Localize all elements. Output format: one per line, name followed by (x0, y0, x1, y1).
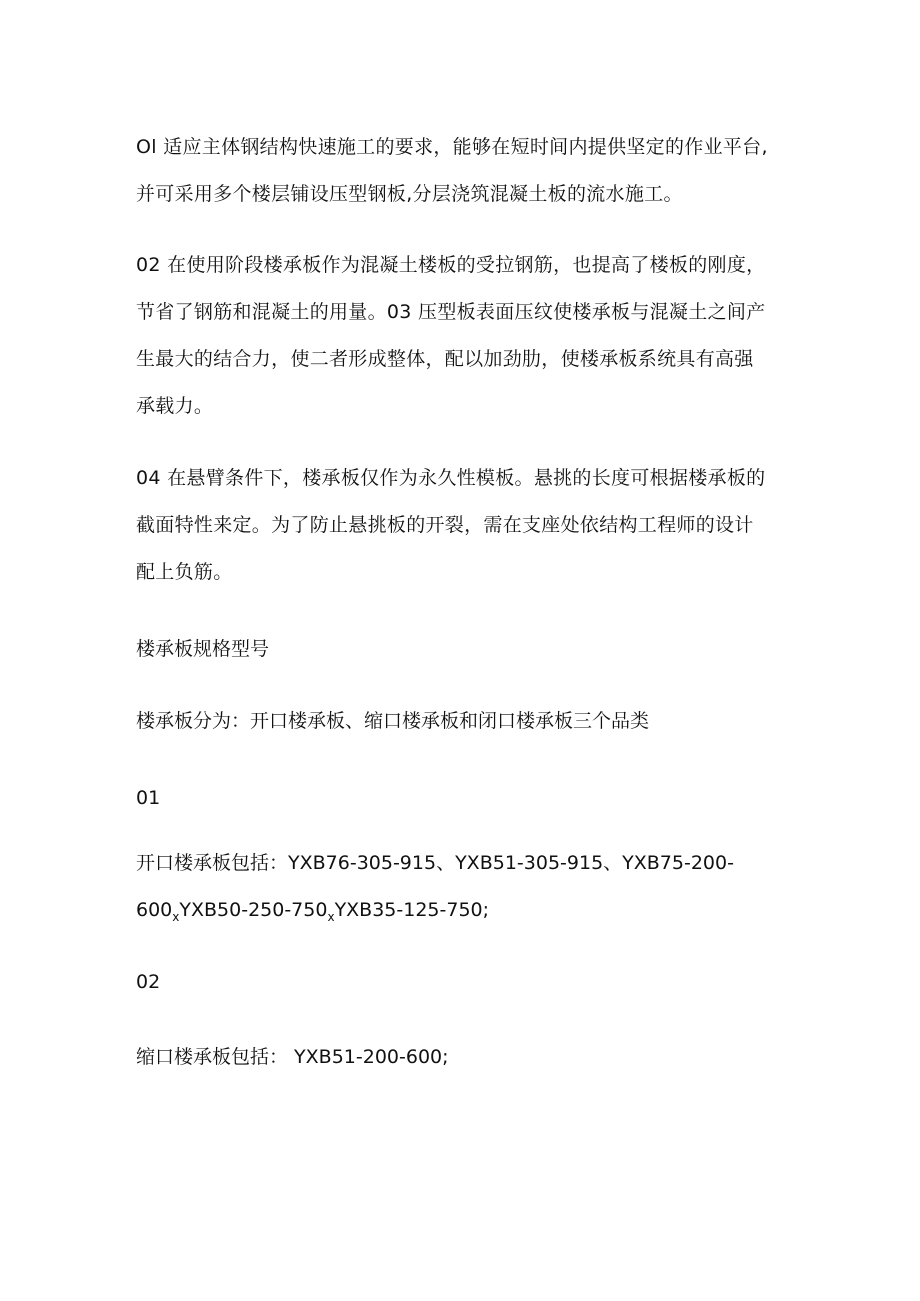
paragraph-line: 04 在悬臂条件下，楼承板仅作为永久性模板。悬挑的长度可根据楼承板的 (136, 467, 766, 489)
open-deck-models-line2 (136, 893, 796, 927)
separator-mark: x (327, 910, 335, 924)
model-text: YXB50-250-750 (179, 899, 328, 921)
paragraph-line: 节省了钢筋和混凝土的用量。03 压型板表面压纹使楼承板与混凝土之间产 (136, 301, 766, 323)
model-text: YXB35-125-750; (334, 899, 490, 921)
spec-title: 楼承板规格型号 (136, 638, 270, 660)
paragraph-line: 并可采用多个楼层铺设压型钢板,分层浇筑混凝土板的流水施工。 (136, 183, 683, 205)
open-deck-models-line1: 开口楼承板包括：YXB76-305-915、YXB51-305-915、YXB75-200- (136, 852, 734, 874)
paragraph-line: 截面特性来定。为了防止悬挑板的开裂，需在支座处依结构工程师的设计 (136, 514, 754, 536)
paragraph-line: 承载力。 (136, 395, 214, 417)
paragraph-line: 配上负筋。 (136, 561, 233, 583)
paragraph-line: 02 在使用阶段楼承板作为混凝土楼板的受拉钢筋，也提高了楼板的刚度， (136, 254, 766, 276)
paragraph-01 (136, 130, 796, 211)
paragraph-02-03 (136, 248, 796, 423)
paragraph-04 (136, 461, 796, 589)
section-number-shrink: 02 (136, 971, 161, 993)
separator-mark: x (172, 910, 180, 924)
paragraph-line: 生最大的结合力，使二者形成整体，配以加劲肋，使楼承板系统具有高强 (136, 348, 754, 370)
shrink-deck-models: 缩口楼承板包括： YXB51-200-600; (136, 1046, 449, 1068)
open-deck-models (136, 846, 796, 927)
model-text: 600 (136, 899, 173, 921)
paragraph-line: Ol 适应主体钢结构快速施工的要求，能够在短时间内提供坚定的作业平台, (136, 136, 768, 158)
categories-text: 楼承板分为：开口楼承板、缩口楼承板和闭口楼承板三个品类 (136, 710, 650, 732)
section-number-open: 01 (136, 787, 161, 809)
